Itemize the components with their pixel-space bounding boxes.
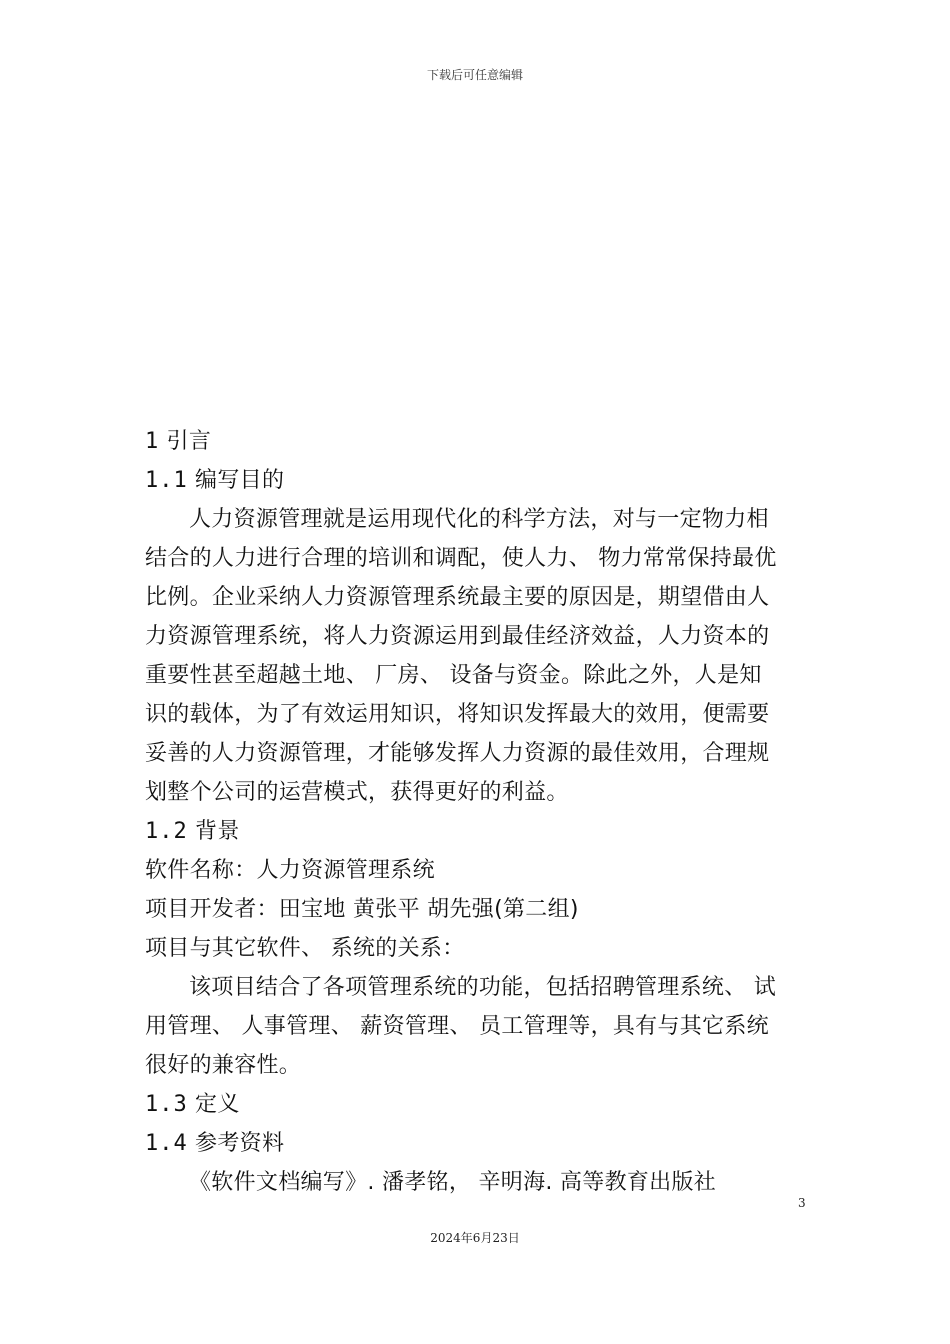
section-1-3-heading — [145, 1085, 805, 1124]
section-number: 1.3 — [145, 1092, 188, 1117]
paragraph-line: 划整个公司的运营模式，获得更好的利益。 — [145, 780, 569, 805]
section-title: 背景 — [195, 819, 240, 844]
section-number: 1.1 — [145, 468, 188, 493]
header-note: 下载后可任意编辑 — [426, 68, 523, 82]
section-title: 定义 — [195, 1092, 240, 1117]
paragraph-line: 识的载体，为了有效运用知识，将知识发挥最大的效用，便需要 — [145, 702, 770, 727]
section-number: 1.2 — [145, 819, 188, 844]
paragraph-line: 人力资源管理就是运用现代化的科学方法，对与一定物力相 — [189, 507, 769, 532]
paragraph-line: 妥善的人力资源管理，才能够发挥人力资源的最佳效用，合理规 — [145, 741, 770, 766]
section-1-4-heading — [145, 1124, 805, 1163]
section-title: 编写目的 — [195, 468, 285, 493]
paragraph-line: 比例。企业采纳人力资源管理系统最主要的原因是，期望借由人 — [145, 585, 770, 610]
section-1-2-heading — [145, 812, 805, 851]
document-body — [145, 422, 805, 1202]
software-name-line: 软件名称：人力资源管理系统 — [145, 858, 435, 883]
paragraph-line: 力资源管理系统，将人力资源运用到最佳经济效益，人力资本的 — [145, 624, 770, 649]
developers-line: 项目开发者：田宝地 黄张平 胡先强(第二组) — [145, 897, 579, 922]
section-title: 引言 — [166, 429, 212, 454]
paragraph-line: 结合的人力进行合理的培训和调配，使人力、 物力常常保持最优 — [145, 546, 777, 571]
section-number: 1 — [145, 429, 160, 454]
paragraph-line: 重要性甚至超越土地、 厂房、 设备与资金。除此之外，人是知 — [145, 663, 762, 688]
page-number: 3 — [798, 1196, 806, 1210]
footer-date: 2024年6月23日 — [430, 1231, 520, 1245]
reference-line: 《软件文档编写》. 潘孝铭， 辛明海. 高等教育出版社 — [189, 1170, 717, 1195]
section-title: 参考资料 — [195, 1131, 285, 1156]
paragraph-line: 该项目结合了各项管理系统的功能，包括招聘管理系统、 试 — [189, 975, 777, 1000]
section-1-1-heading — [145, 461, 805, 500]
section-number: 1.4 — [145, 1131, 188, 1156]
paragraph-line: 用管理、 人事管理、 薪资管理、 员工管理等，具有与其它系统 — [145, 1014, 769, 1039]
paragraph-line: 很好的兼容性。 — [145, 1053, 302, 1078]
section-1-heading — [145, 422, 805, 461]
relation-label-line: 项目与其它软件、 系统的关系： — [145, 936, 465, 961]
